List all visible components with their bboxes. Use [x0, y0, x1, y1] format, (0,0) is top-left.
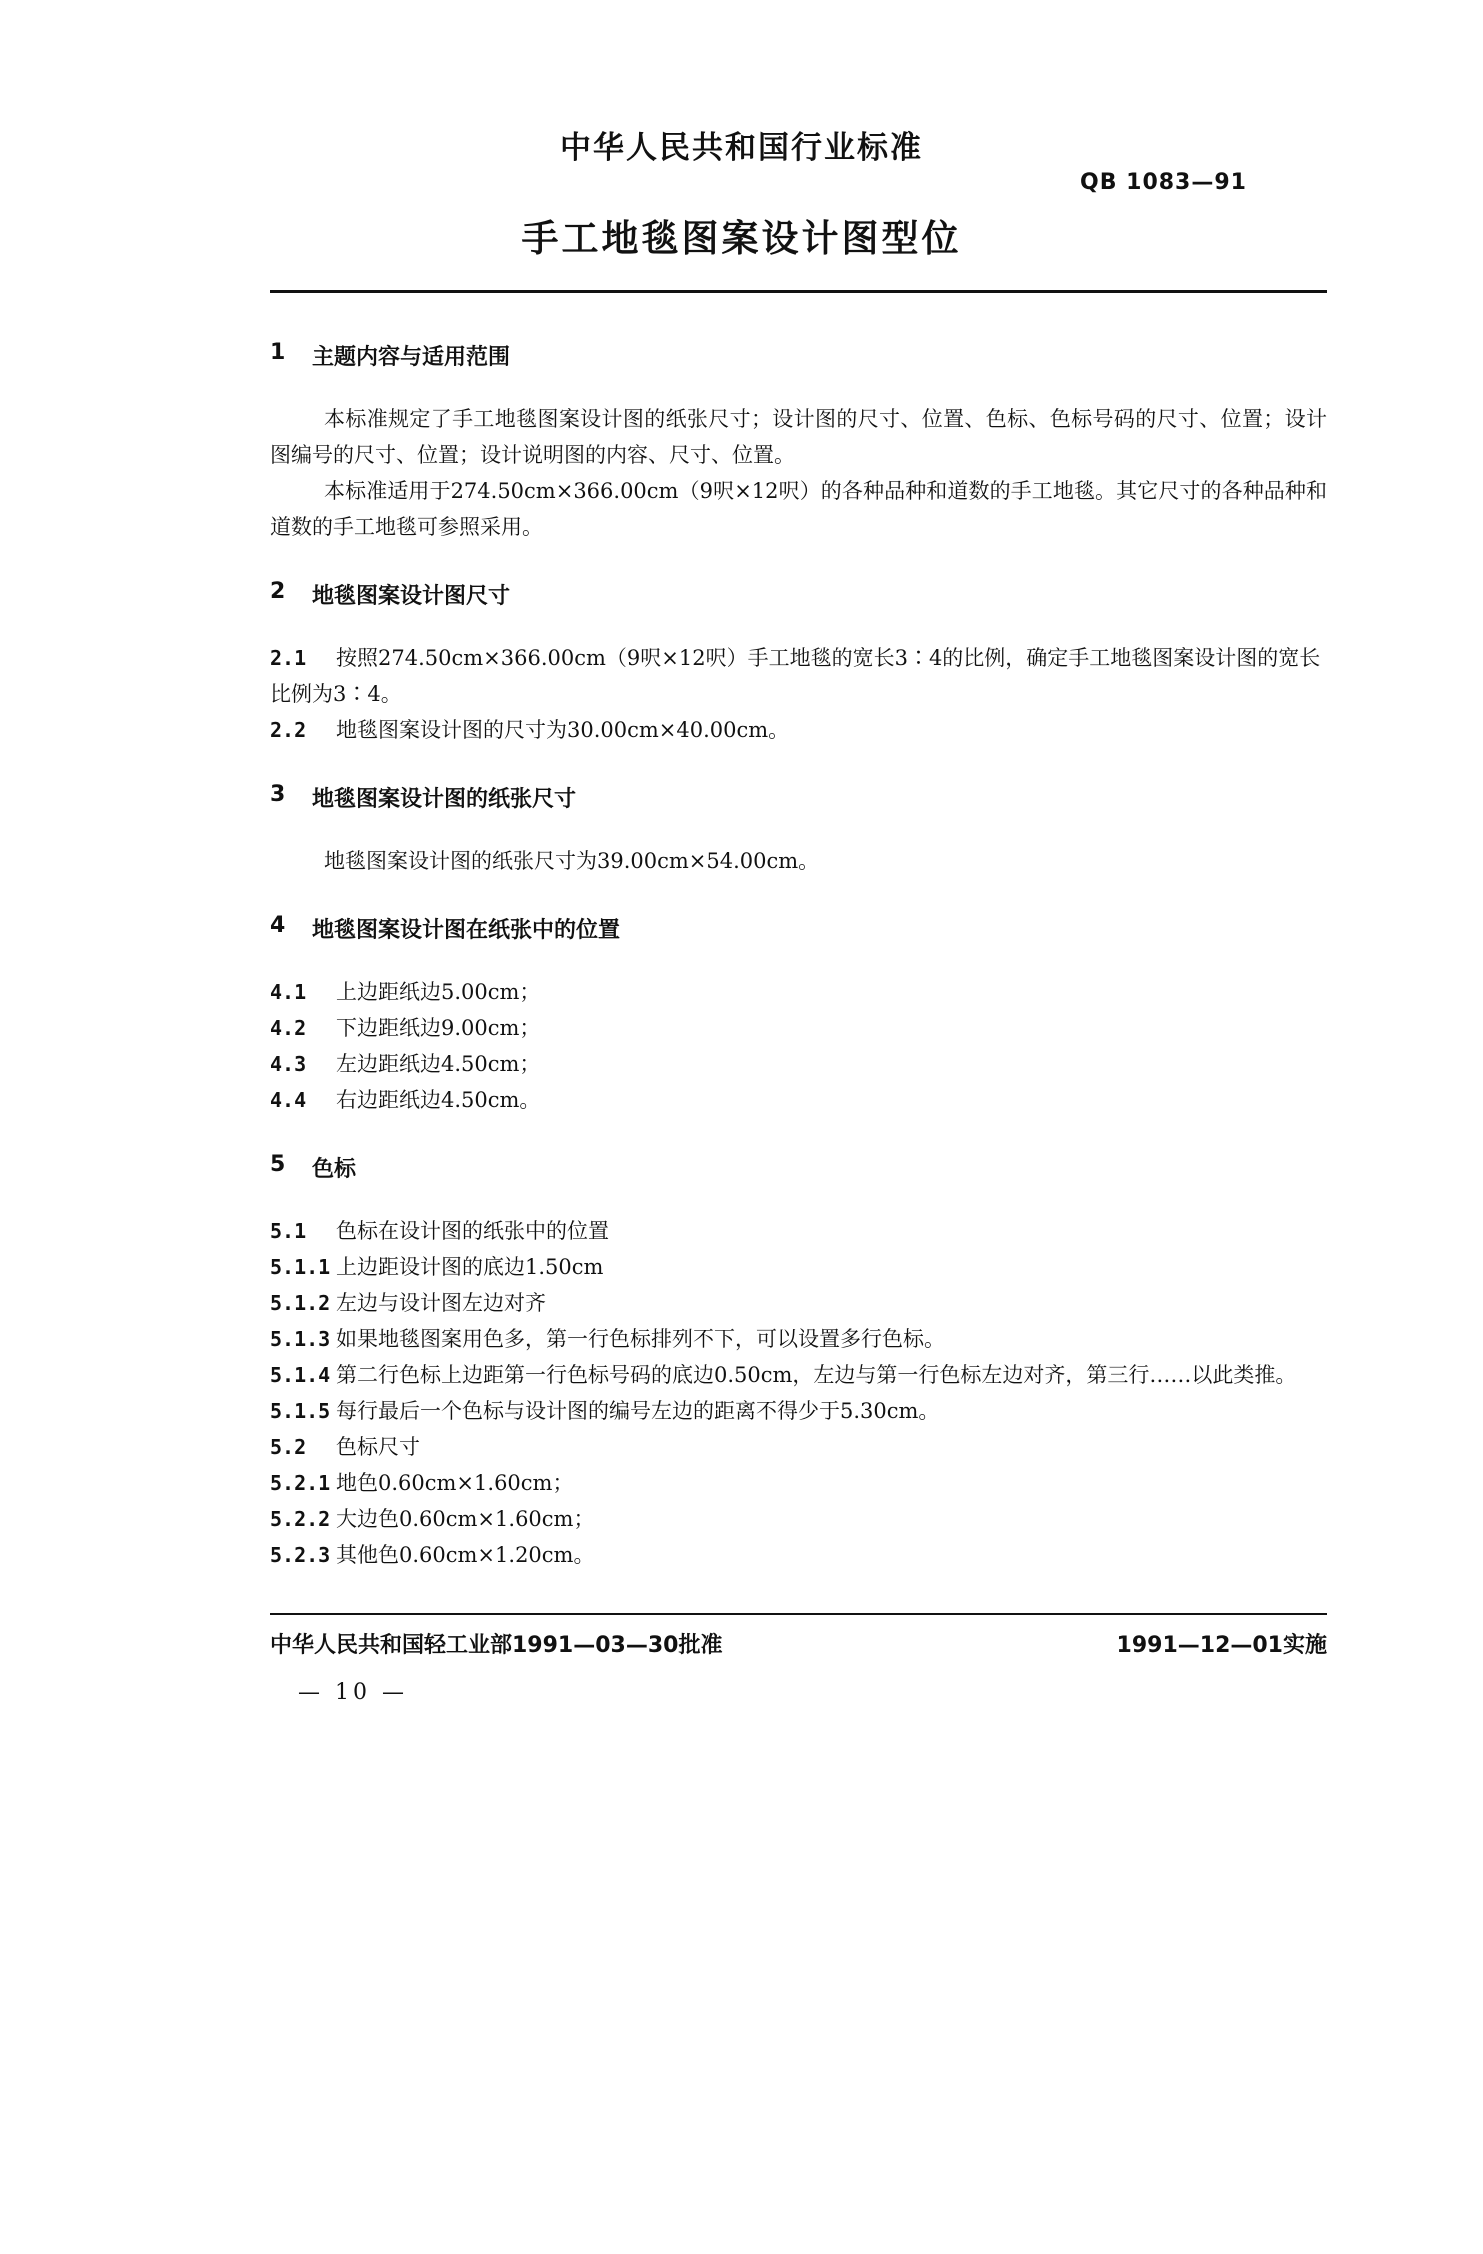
clause-text: 下边距纸边9.00cm； [336, 1016, 541, 1040]
clause [270, 1501, 1327, 1537]
clause [270, 1046, 1327, 1082]
clause [270, 1285, 1327, 1321]
clause-number: 4.1 [270, 980, 307, 1004]
clause [270, 1537, 1327, 1573]
clause-number: 4.3 [270, 1052, 307, 1076]
section-5-heading [270, 1152, 1327, 1183]
clause-number: 5.2.1 [270, 1471, 331, 1495]
clause-text: 每行最后一个色标与设计图的编号左边的距离不得少于5.30cm。 [336, 1399, 940, 1423]
clause [270, 1082, 1327, 1118]
page-number: — 10 — [298, 1680, 408, 1705]
clause-text: 第二行色标上边距第一行色标号码的底边0.50cm，左边与第一行色标左边对齐，第三行……以此类推。 [336, 1363, 1297, 1387]
clause-text: 右边距纸边4.50cm。 [336, 1088, 541, 1112]
clause-text: 上边距纸边5.00cm； [336, 980, 541, 1004]
bottom-rule [270, 1613, 1327, 1615]
clause-text: 大边色0.60cm×1.60cm； [336, 1507, 595, 1531]
clause [270, 1429, 1327, 1465]
section-1-heading [270, 340, 1327, 371]
clause-number: 5.2.2 [270, 1507, 331, 1531]
document-body [270, 340, 1327, 1573]
clause-number: 5.1 [270, 1219, 307, 1243]
clause-text: 色标尺寸 [336, 1435, 420, 1459]
section-title: 色标 [312, 1157, 357, 1182]
clause-number: 5.1.1 [270, 1255, 331, 1279]
clause [270, 974, 1327, 1010]
paragraph: 本标准适用于274.50cm×366.00cm（9呎×12呎）的各种品种和道数的手工地毯。其它尺寸的各种品种和道数的手工地毯可参照采用。 [270, 479, 1327, 539]
top-rule [270, 290, 1327, 293]
clause [270, 1321, 1327, 1357]
clause-number: 5.1.2 [270, 1291, 331, 1315]
clause-text: 左边与设计图左边对齐 [336, 1291, 546, 1315]
approval-line: 中华人民共和国轻工业部1991—03—30批准 [270, 1633, 723, 1658]
clause-text: 按照274.50cm×366.00cm（9呎×12呎）手工地毯的宽长3∶4的比例，确定手工地毯图案设计图的宽长比例为3∶4。 [270, 646, 1321, 706]
clause [270, 640, 1327, 712]
section-number: 1 [270, 340, 286, 365]
section-number: 5 [270, 1152, 286, 1177]
clause [270, 712, 1327, 748]
clause [270, 1465, 1327, 1501]
clause-number: 2.2 [270, 718, 307, 742]
paragraph: 本标准规定了手工地毯图案设计图的纸张尺寸；设计图的尺寸、位置、色标、色标号码的尺寸、位置；设计图编号的尺寸、位置；设计说明图的内容、尺寸、位置。 [270, 407, 1327, 467]
clause-number: 4.4 [270, 1088, 307, 1112]
clause-text: 上边距设计图的底边1.50cm [336, 1255, 604, 1279]
clause-number: 5.1.5 [270, 1399, 331, 1423]
clause [270, 1357, 1327, 1393]
clause [270, 1249, 1327, 1285]
section-title: 地毯图案设计图尺寸 [312, 584, 511, 609]
clause-text: 如果地毯图案用色多，第一行色标排列不下，可以设置多行色标。 [336, 1327, 945, 1351]
clause-text: 地毯图案设计图的尺寸为30.00cm×40.00cm。 [336, 718, 790, 742]
implementation-date: 1991—12—01实施 [1116, 1633, 1327, 1658]
clause-number: 5.2.3 [270, 1543, 331, 1567]
section-4-heading [270, 913, 1327, 944]
clause-number: 4.2 [270, 1016, 307, 1040]
clause-text: 左边距纸边4.50cm； [336, 1052, 541, 1076]
section-3-heading [270, 782, 1327, 813]
clause [270, 1213, 1327, 1249]
document-title: 手工地毯图案设计图型位 [521, 217, 962, 260]
clause-text: 色标在设计图的纸张中的位置 [336, 1219, 609, 1243]
paragraph: 地毯图案设计图的纸张尺寸为39.00cm×54.00cm。 [324, 849, 820, 873]
standard-type-heading: 中华人民共和国行业标准 [560, 130, 923, 166]
clause [270, 1010, 1327, 1046]
section-title: 地毯图案设计图的纸张尺寸 [312, 787, 577, 812]
section-number: 3 [270, 782, 286, 807]
clause-text: 其他色0.60cm×1.20cm。 [336, 1543, 595, 1567]
section-2-heading [270, 579, 1327, 610]
section-number: 2 [270, 579, 286, 604]
section-title: 主题内容与适用范围 [312, 345, 511, 370]
clause-number: 5.2 [270, 1435, 307, 1459]
standard-code: QB 1083—91 [1080, 170, 1247, 195]
section-number: 4 [270, 913, 286, 938]
clause [270, 1393, 1327, 1429]
clause-number: 5.1.4 [270, 1363, 331, 1387]
clause-text: 地色0.60cm×1.60cm； [336, 1471, 574, 1495]
clause-number: 2.1 [270, 646, 307, 670]
clause-number: 5.1.3 [270, 1327, 331, 1351]
section-title: 地毯图案设计图在纸张中的位置 [312, 918, 621, 943]
